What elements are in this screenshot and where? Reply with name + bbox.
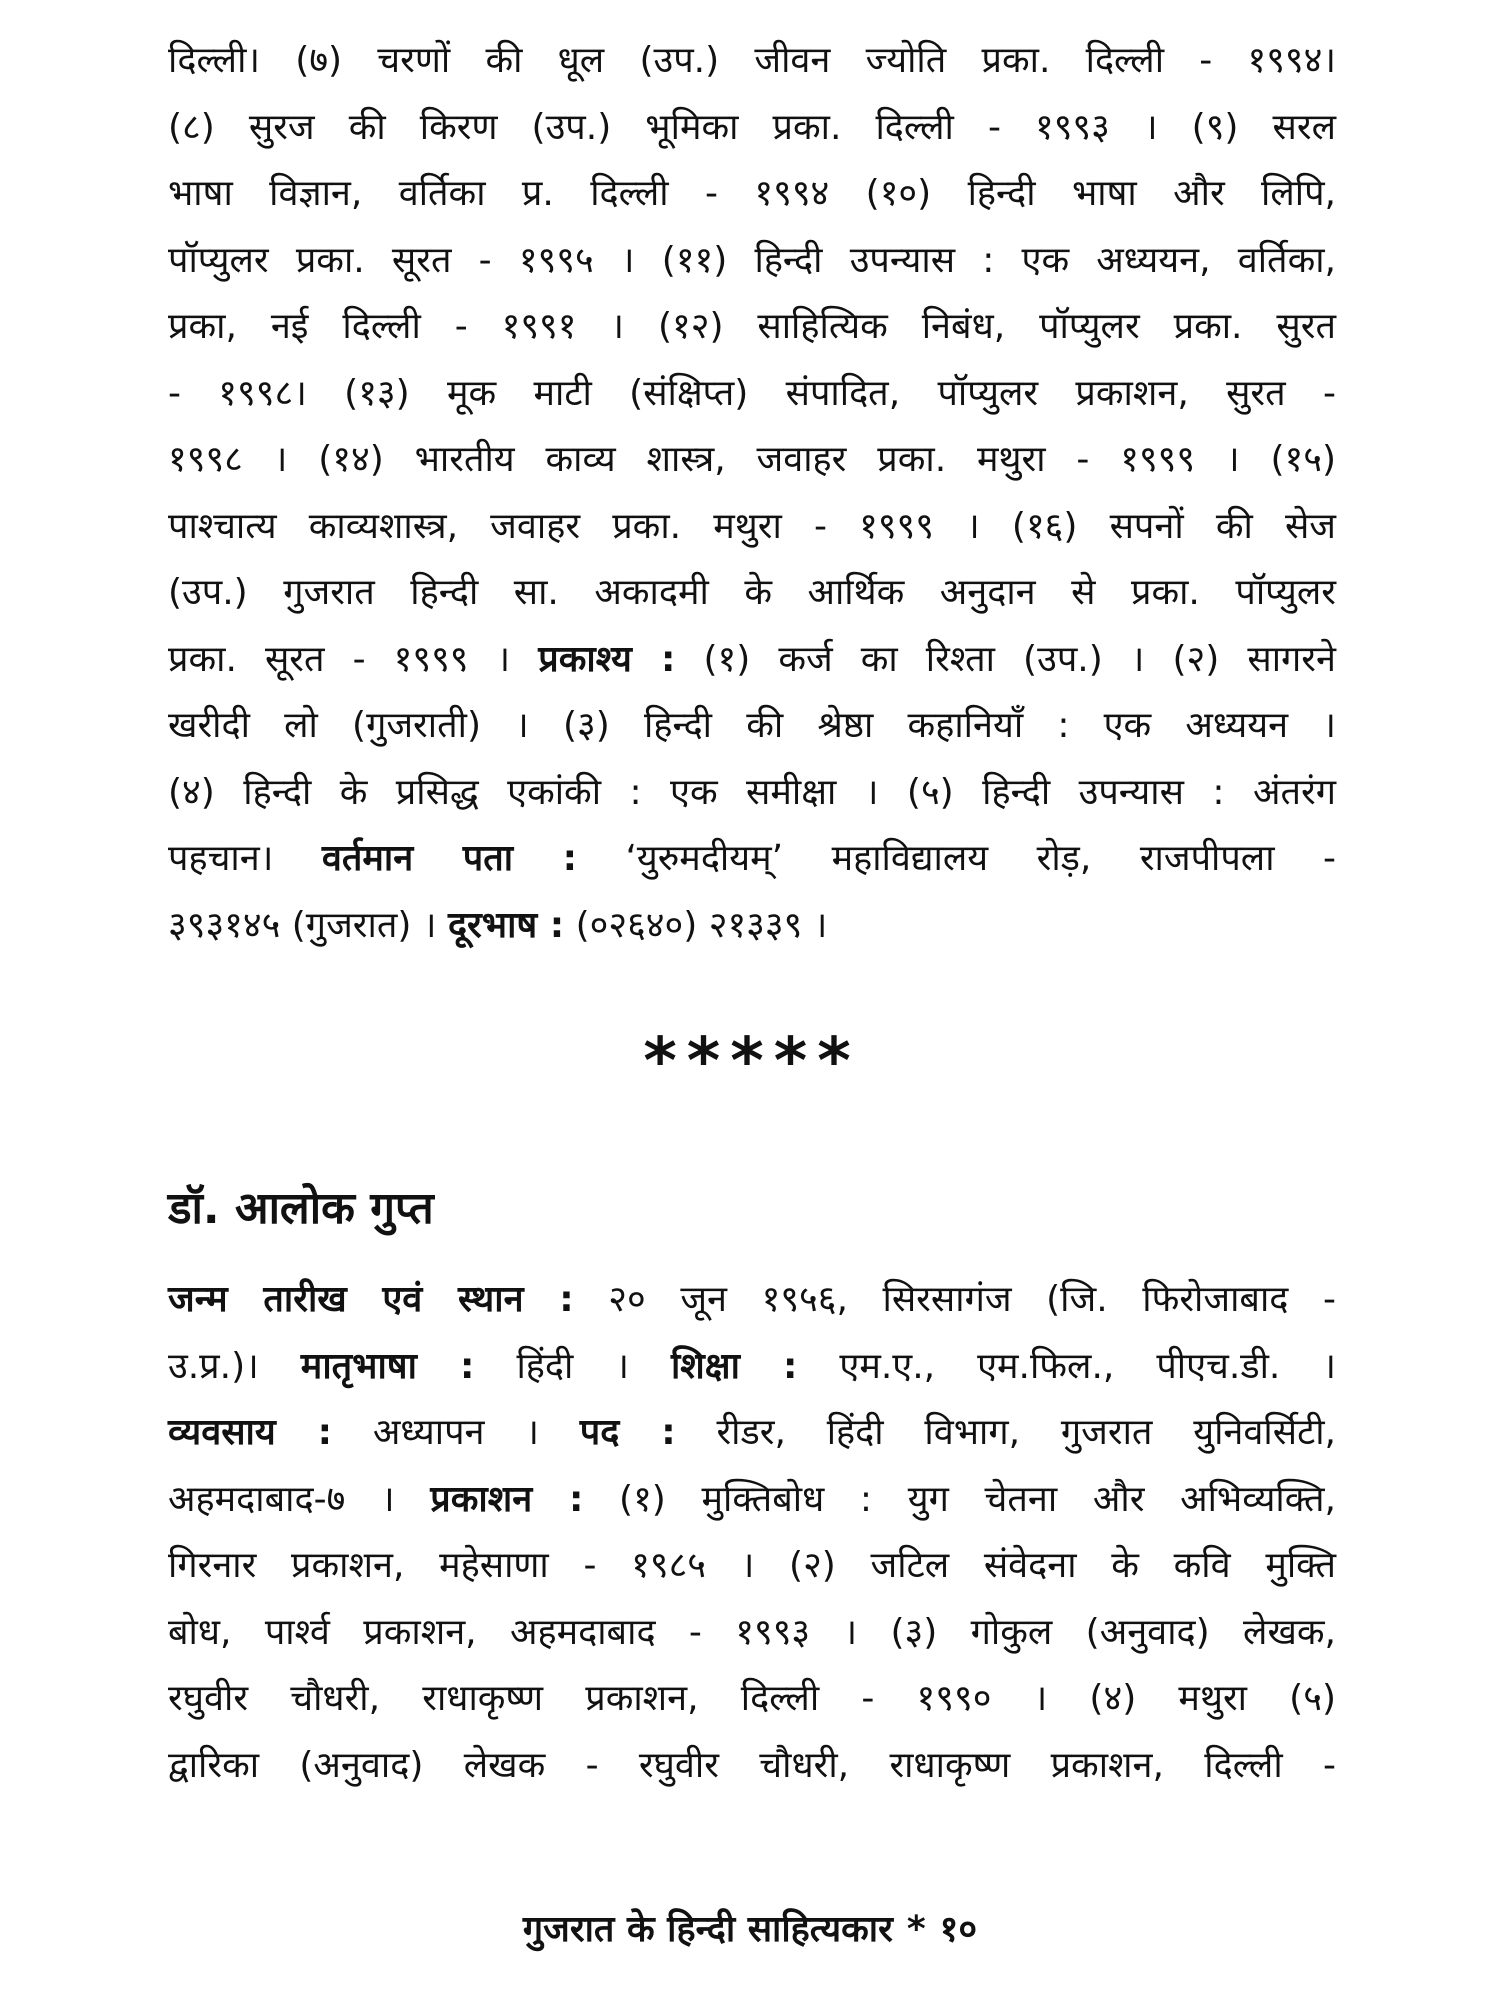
text-line: (८) सुरज की किरण (उप.) भूमिका प्रका. दिल्ली - १९९३ । (९) सरल (168, 106, 1336, 148)
text-segment: ३९३१४५ (गुजरात) । (168, 904, 448, 946)
page-footer (0, 1905, 1500, 1955)
label-education: शिक्षा : (670, 1345, 798, 1387)
entry-continuation-paragraph (168, 28, 1336, 959)
text-line (168, 627, 1336, 694)
label-publications: प्रकाशन : (430, 1478, 584, 1520)
text-segment: (१) कर्ज का रिश्ता (उप.) । (२) सागरने (675, 638, 1336, 680)
footer-book-title: गुजरात के हिन्दी साहित्यकार (522, 1909, 893, 1950)
label-post: पद : (579, 1412, 676, 1453)
text-line (168, 826, 1336, 893)
document-page (168, 28, 1336, 1968)
text-line: पाश्चात्य काव्यशास्त्र, जवाहर प्रका. मथुरा - १९९९ । (१६) सपनों की सेज (168, 505, 1336, 547)
label-birth: जन्म तारीख एवं स्थान : (168, 1279, 574, 1320)
label-forthcoming: प्रकाश्य : (538, 638, 676, 680)
text-line: खरीदी लो (गुजराती) । (३) हिन्दी की श्रेष्ठा कहानियाँ : एक अध्ययन । (168, 705, 1336, 746)
text-segment: २० जून १९५६, सिरसागंज (जि. फिरोजाबाद - (573, 1279, 1336, 1320)
section-separator: ***** (643, 1025, 861, 1099)
text-line: पॉप्युलर प्रका. सूरत - १९९५ । (११) हिन्दी उपन्यास : एक अध्ययन, वर्तिका, (168, 239, 1336, 281)
author-name-heading: डॉ. आलोक गुप्त (168, 1183, 434, 1234)
text-segment: (०२६४०) २१३३९ । (564, 904, 828, 946)
text-line (168, 1334, 1336, 1401)
label-mother-tongue: मातृभाषा : (300, 1345, 475, 1387)
label-occupation: व्यवसाय : (168, 1412, 333, 1453)
text-segment: हिंदी । (474, 1345, 671, 1387)
text-line: द्वारिका (अनुवाद) लेखक - रघुवीर चौधरी, राधाकृष्ण प्रकाशन, दिल्ली - (168, 1744, 1336, 1786)
text-segment: अध्यापन । (332, 1412, 580, 1453)
text-segment: अहमदाबाद-७ । (168, 1478, 431, 1520)
text-line: (४) हिन्दी के प्रसिद्ध एकांकी : एक समीक्षा । (५) हिन्दी उपन्यास : अंतरंग (168, 771, 1336, 813)
text-line (168, 1467, 1336, 1534)
text-segment: (१) मुक्तिबोध : युग चेतना और अभिव्यक्ति, (583, 1478, 1336, 1520)
text-line: (उप.) गुजरात हिन्दी सा. अकादमी के आर्थिक अनुदान से प्रका. पॉप्युलर (168, 572, 1336, 613)
text-line: गिरनार प्रकाशन, महेसाणा - १९८५ । (२) जटिल संवेदना के कवि मुक्ति (168, 1545, 1336, 1586)
text-line: रघुवीर चौधरी, राधाकृष्ण प्रकाशन, दिल्ली - १९९० । (४) मथुरा (५) (168, 1678, 1336, 1719)
text-segment: एम.ए., एम.फिल., पीएच.डी. । (797, 1345, 1337, 1387)
text-line: भाषा विज्ञान, वर्तिका प्र. दिल्ली - १९९४ (१०) हिन्दी भाषा और लिपि, (168, 173, 1336, 214)
text-line: १९९८ । (१४) भारतीय काव्य शास्त्र, जवाहर प्रका. मथुरा - १९९९ । (१५) (168, 439, 1336, 480)
author-bio-paragraph (168, 1267, 1336, 1799)
label-current-address: वर्तमान पता : (321, 838, 577, 879)
text-segment: प्रका. सूरत - १९९९ । (168, 638, 539, 680)
text-segment: ‘युरुमदीयम्’ महाविद्यालय रोड़, राजपीपला - (576, 838, 1336, 879)
text-line: बोध, पार्श्व प्रकाशन, अहमदाबाद - १९९३ । (३) गोकुल (अनुवाद) लेखक, (168, 1611, 1336, 1653)
text-segment: पहचान। (168, 838, 322, 879)
text-segment: उ.प्र.)। (168, 1345, 301, 1387)
text-line (168, 1267, 1336, 1334)
text-line (168, 1400, 1336, 1467)
page-number: १० (939, 1909, 978, 1950)
label-phone: दूरभाष : (447, 904, 565, 946)
text-line (168, 893, 1336, 960)
footer-star: * (906, 1909, 926, 1950)
text-line: प्रका, नई दिल्ली - १९९१ । (१२) साहित्यिक निबंध, पॉप्युलर प्रका. सुरत (168, 306, 1336, 347)
text-line: दिल्ली। (७) चरणों की धूल (उप.) जीवन ज्योति प्रका. दिल्ली - १९९४। (168, 40, 1336, 81)
text-segment: रीडर, हिंदी विभाग, गुजरात युनिवर्सिटी, (675, 1412, 1337, 1453)
text-line: - १९९८। (१३) मूक माटी (संक्षिप्त) संपादित, पॉप्युलर प्रकाशन, सुरत - (168, 372, 1336, 414)
